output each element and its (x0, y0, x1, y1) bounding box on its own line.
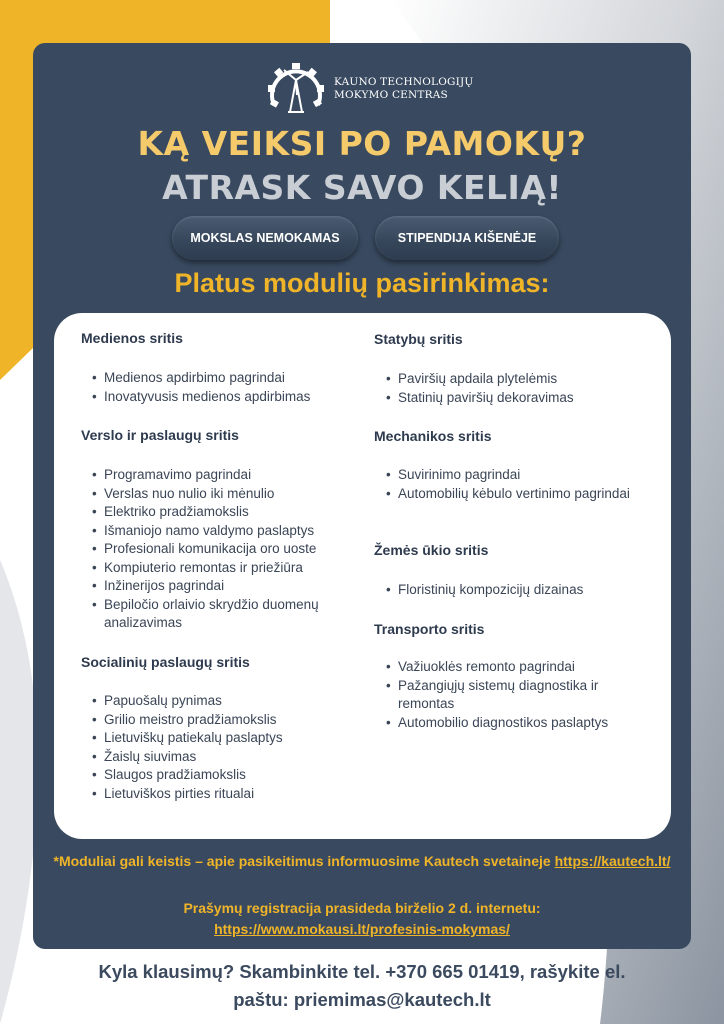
list-item: • Elektriko pradžiamokslis (92, 503, 367, 522)
logo-text (334, 76, 473, 102)
list-item: • Statinių paviršių dekoravimas (386, 389, 656, 408)
footer-line-1: Kyla klausimų? Skambinkite tel. +370 665 01419, rašykite el. (98, 961, 626, 982)
section-title-transport: Transporto sritis (374, 621, 485, 637)
list-item: • Automobilio diagnostikos paslaptys (386, 714, 636, 733)
section-title-business: Verslo ir paslaugų sritis (81, 427, 239, 443)
list-item: • Grilio meistro pradžiamokslis (92, 711, 367, 730)
section-list-mechanics (386, 466, 636, 503)
modules-change-text: *Moduliai gali keistis – apie pasikeitimus informuosime Kautech svetaineje (53, 853, 555, 869)
list-item: • Medienos apdirbimo pagrindai (92, 369, 382, 388)
footer-line-2: paštu: priemimas@kautech.lt (233, 989, 491, 1010)
list-item: • Išmaniojo namo valdymo paslaptys (92, 522, 367, 541)
list-item: • Paviršių apdaila plytelėmis (386, 370, 656, 389)
list-item: • Floristinių kompozicijų dizainas (386, 581, 656, 600)
list-item: • Profesionali komunikacija oro uoste (92, 540, 367, 559)
mokausi-link[interactable]: https://www.mokausi.lt/profesinis-mokymas/ (214, 921, 510, 937)
section-list-construction (386, 370, 656, 407)
modules-change-note (0, 851, 724, 872)
registration-note (0, 898, 724, 940)
section-title-agriculture: Žemės ūkio sritis (374, 542, 489, 558)
list-item: • Žaislų siuvimas (92, 748, 367, 767)
list-item: • Inovatyvusis medienos apdirbimas (92, 388, 382, 407)
list-item: • Automobilių kėbulo vertinimo pagrindai (386, 485, 636, 504)
modules-subtitle: Platus modulių pasirinkimas: (174, 268, 550, 298)
section-title-construction: Statybų sritis (374, 331, 463, 347)
section-title-mechanics: Mechanikos sritis (374, 428, 492, 444)
section-title-wood: Medienos sritis (81, 330, 183, 346)
section-list-business (92, 466, 367, 633)
section-title-social: Socialinių paslaugų sritis (81, 654, 250, 670)
list-item: • Suvirinimo pagrindai (386, 466, 636, 485)
list-item: • Bepiločio orlaivio skrydžio duomenų analizavimas (92, 596, 367, 633)
badge-free-studies: MOKSLAS NEMOKAMAS (172, 216, 358, 260)
list-item: • Programavimo pagrindai (92, 466, 367, 485)
list-item: • Kompiuterio remontas ir priežiūra (92, 559, 367, 578)
section-list-social (92, 692, 367, 803)
list-item: • Inžinerijos pagrindai (92, 577, 367, 596)
section-list-agriculture (386, 581, 656, 600)
list-item: • Pažangiųjų sistemų diagnostika ir remontas (386, 677, 636, 714)
logo (264, 60, 494, 120)
contact-footer (0, 958, 724, 1014)
list-item: • Slaugos pradžiamokslis (92, 766, 367, 785)
kautech-link[interactable]: https://kautech.lt/ (554, 853, 671, 869)
section-list-wood (92, 369, 382, 406)
logo-line-2: MOKYMO CENTRAS (334, 89, 448, 101)
list-item: • Verslas nuo nulio iki mėnulio (92, 485, 367, 504)
modules-panel (54, 313, 671, 839)
headline-line-1: KĄ VEIKSI PO PAMOKŲ? (137, 124, 587, 163)
list-item: • Važiuoklės remonto pagrindai (386, 658, 636, 677)
section-list-transport (386, 658, 636, 732)
gear-windmill-logo-icon (264, 60, 328, 120)
list-item: • Lietuviškos pirties ritualai (92, 785, 367, 804)
list-item: • Lietuviškų patiekalų paslaptys (92, 729, 367, 748)
list-item: • Papuošalų pynimas (92, 692, 367, 711)
headline-line-2: ATRASK SAVO KELIĄ! (162, 168, 562, 207)
badge-scholarship: STIPENDIJA KIŠENĖJE (375, 216, 559, 260)
registration-text: Prašymų registracija prasideda birželio 2 d. internetu: (183, 900, 541, 916)
logo-line-1: KAUNO TECHNOLOGIJŲ (334, 76, 474, 88)
